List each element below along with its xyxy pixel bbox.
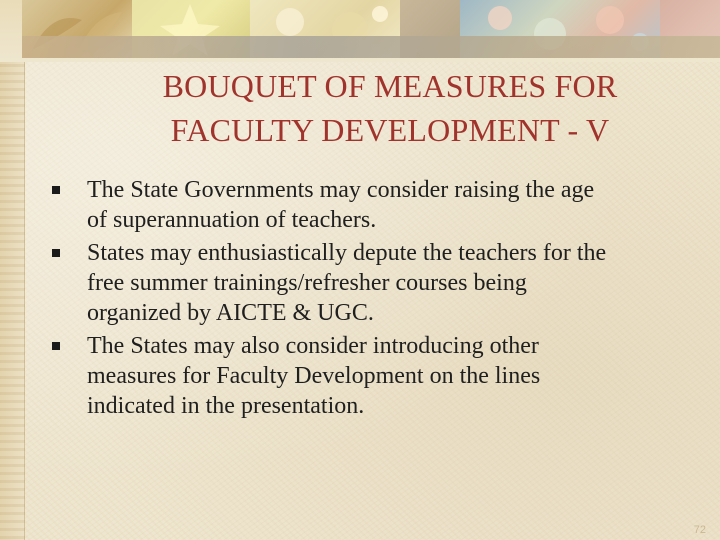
bullet-item-1 <box>52 175 702 235</box>
left-decorative-strip <box>0 0 25 540</box>
bullet-1-line-1: The State Governments may consider raising the age <box>87 177 595 203</box>
square-bullet-icon <box>52 342 60 350</box>
bullet-3-line-3: indicated in the presentation. <box>87 393 365 419</box>
bullet-2-line-3: organized by AICTE & UGC. <box>87 300 374 326</box>
bullet-2-line-1: States may enthusiastically depute the teachers for the <box>87 240 607 266</box>
banner-band <box>22 36 720 58</box>
slide-title <box>70 64 710 152</box>
square-bullet-icon <box>52 249 60 257</box>
bullet-3-line-2: measures for Faculty Development on the lines <box>87 363 541 389</box>
page-number: 72 <box>693 524 706 536</box>
bullet-item-2 <box>52 238 702 328</box>
top-floral-banner <box>0 0 720 62</box>
slide-title-line-1: BOUQUET OF MEASURES FOR <box>162 68 618 104</box>
square-bullet-icon <box>52 186 60 194</box>
bullet-list <box>52 175 702 424</box>
bullet-1-line-2: of superannuation of teachers. <box>87 207 377 233</box>
bullet-3-line-1: The States may also consider introducing other <box>87 333 539 359</box>
bullet-item-3 <box>52 331 702 421</box>
slide-title-line-2: FACULTY DEVELOPMENT - V <box>170 112 610 148</box>
bullet-2-line-2: free summer trainings/refresher courses being <box>87 270 527 296</box>
